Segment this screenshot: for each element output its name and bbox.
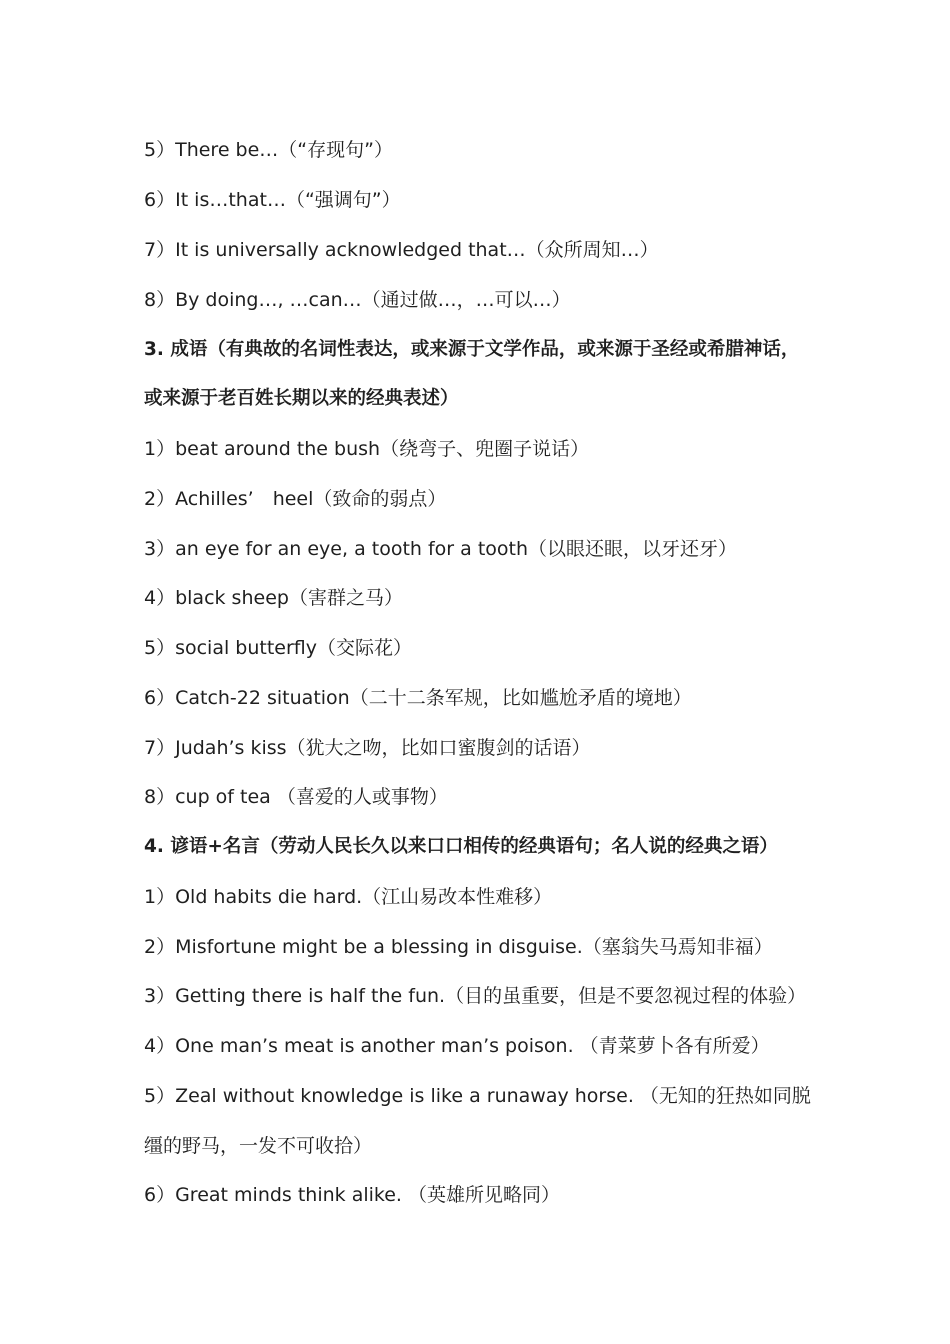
list-item: 6）It is…that…（“强调句”） <box>144 189 401 211</box>
list-item: 5）social butterfly（交际花） <box>144 637 413 659</box>
section-heading: 4. 谚语+名言（劳动人民长久以来口口相传的经典语句；名人说的经典之语） <box>144 836 778 857</box>
list-item: 6）Catch-22 situation（二十二条军规，比如尴尬矛盾的境地） <box>144 687 692 709</box>
list-item: 2）Achilles’ heel（致命的弱点） <box>144 488 447 510</box>
list-item-continuation: 缰的野马，一发不可收拾） <box>144 1135 373 1157</box>
list-item: 3）Getting there is half the fun.（目的虽重要，但是不要忽视过程的体验） <box>144 985 807 1007</box>
list-item: 5）Zeal without knowledge is like a runaway horse. （无知的狂热如同脱 <box>144 1085 811 1107</box>
list-item: 8）cup of tea （喜爱的人或事物） <box>144 786 448 808</box>
section-heading: 3. 成语（有典故的名词性表达，或来源于文学作品，或来源于圣经或希腊神话， <box>144 339 800 360</box>
list-item: 2）Misfortune might be a blessing in disguise.（塞翁失马焉知非福） <box>144 936 773 958</box>
list-item: 4）black sheep（害群之马） <box>144 587 403 609</box>
list-item: 8）By doing…, …can…（通过做…，…可以…） <box>144 289 571 311</box>
list-item: 1）Old habits die hard.（江山易改本性难移） <box>144 886 553 908</box>
list-item: 5）There be…（“存现句”） <box>144 139 393 161</box>
list-item: 1）beat around the bush（绕弯子、兜圈子说话） <box>144 438 590 460</box>
section-heading-continuation: 或来源于老百姓长期以来的经典表述） <box>144 388 459 409</box>
list-item: 3）an eye for an eye, a tooth for a tooth（以眼还眼，以牙还牙） <box>144 538 738 560</box>
list-item: 4）One man’s meat is another man’s poison. （青菜萝卜各有所爱） <box>144 1035 770 1057</box>
list-item: 6）Great minds think alike. （英雄所见略同） <box>144 1184 561 1206</box>
list-item: 7）It is universally acknowledged that…（众所周知…） <box>144 239 659 261</box>
list-item: 7）Judah’s kiss（犹大之吻，比如口蜜腹剑的话语） <box>144 737 591 759</box>
